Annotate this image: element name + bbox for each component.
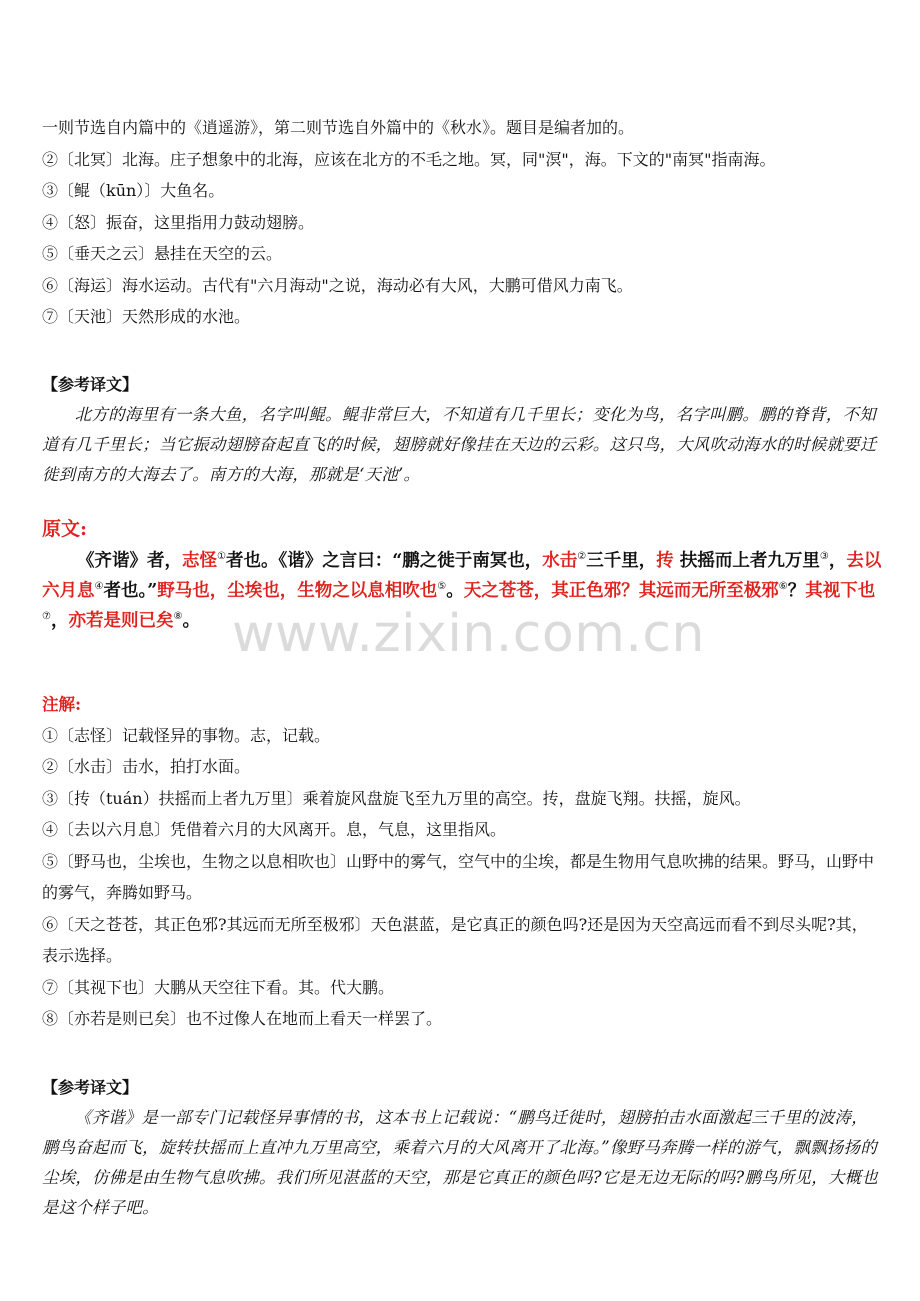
note-line: ③〔鲲（kūn）〕大鱼名。 bbox=[42, 181, 225, 200]
original-text-title: 原文: bbox=[42, 517, 88, 540]
annotation-item: ②〔水击〕击水，拍打水面。 bbox=[42, 757, 251, 776]
watermark: www.zixin.com.cn bbox=[232, 604, 705, 664]
notes-top bbox=[42, 112, 882, 333]
annotations-list bbox=[42, 720, 882, 1035]
note-line: 一则节选自内篇中的《逍遥游》，第二则节选自外篇中的《秋水》。题目是编者加的。 bbox=[42, 118, 635, 137]
reference-translation-heading: 【参考译文】 bbox=[42, 374, 139, 394]
annotation-item: ⑥〔天之苍苍，其正色邪?其远而无所至极邪〕天色湛蓝，是它真正的颜色吗?还是因为天空高远而看不到尽头呢?其，表示选择。 bbox=[42, 914, 868, 965]
annotation-item: ④〔去以六月息〕凭借着六月的大风离开。息，气息，这里指风。 bbox=[42, 820, 507, 839]
document-page bbox=[42, 112, 882, 1223]
reference-translation-heading-2: 【参考译文】 bbox=[42, 1077, 139, 1097]
note-line: ⑤〔垂天之云〕悬挂在天空的云。 bbox=[42, 244, 283, 263]
annotation-item: ⑦〔其视下也〕大鹏从天空往下看。其。代大鹏。 bbox=[42, 977, 395, 997]
annotations-title: 注解: bbox=[42, 694, 82, 714]
note-line: ④〔怒〕振奋，这里指用力鼓动翅膀。 bbox=[42, 212, 315, 232]
reference-translation-text: 北方的海里有一条大鱼，名字叫鲲。鲲非常巨大，不知道有几千里长；变化为鸟，名字叫鹏。鹏的脊背，不知道有几千里长；当它振动翅膀奋起直飞的时候，翅膀就好像挂在天边的云彩。这只鸟，大风吹动海水的时候就要迁徙到南方的大海去了。南方的大海，那就是‘天池’。 bbox=[42, 404, 877, 484]
annotation-item: ①〔志怪〕记载怪异的事物。志，记载。 bbox=[42, 725, 331, 745]
note-line: ⑥〔海运〕海水运动。古代有"六月海动"之说，海动必有大风，大鹏可借风力南飞。 bbox=[42, 275, 633, 295]
reference-translation-text-2: 《齐谐》是一部专门记载怪异事情的书，这本书上记载说：“鹏鸟迁徙时，翅膀拍击水面激起三千里的波涛，鹏鸟奋起而飞，旋转扶摇而上直冲九万里高空，乘着六月的大风离开了北海。”像野马奔腾一样的游气，飘飘扬扬的尘埃，仿佛是由生物气息吹拂。我们所见湛蓝的天空，那是它真正的颜色吗?它是无边无际的吗?鹏鸟所见，大概也是这个样子吧。 bbox=[42, 1107, 879, 1217]
note-line: ⑦〔天池〕天然形成的水池。 bbox=[42, 307, 251, 326]
annotation-item: ⑧〔亦若是则已矣〕也不过像人在地而上看天一样罢了。 bbox=[42, 1009, 443, 1028]
annotation-item: ⑤〔野马也，尘埃也，生物之以息相吹也〕山野中的雾气，空气中的尘埃，都是生物用气息吹拂的结果。野马，山野中的雾气，奔腾如野马。 bbox=[42, 851, 875, 902]
annotation-item: ③〔抟（tuán）扶摇而上者九万里〕乘着旋风盘旋飞至九万里的高空。抟，盘旋飞翔。扶摇，旋风。 bbox=[42, 788, 751, 808]
note-line: ②〔北冥〕北海。庄子想象中的北海，应该在北方的不毛之地。冥，同"溟"，海。下文的"南冥"指南海。 bbox=[42, 149, 776, 169]
original-text-paragraph: 《齐谐》者，志怪①者也。《谐》之言曰：“鹏之徙于南冥也，水击②三千里，抟 扶摇而上者九万里③，去以六月息④者也。”野马也，尘埃也，生物之以息相吹也⑤。天之苍苍，其正色邪？其远而无所至极邪⑥？其视下也⑦，亦若是则已矣⑧。 bbox=[42, 550, 882, 631]
